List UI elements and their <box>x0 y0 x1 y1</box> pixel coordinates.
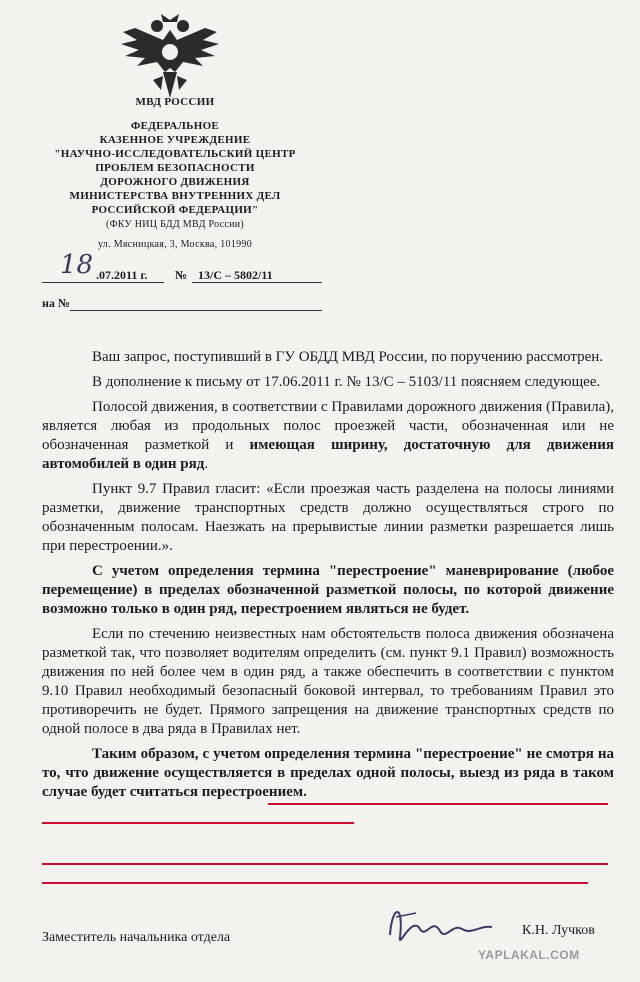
lane-definition-text: Полосой движения, в соответствии с Правилами дорожного движения (Правила), является любая из продольных полос проезжей части, обозначенная или не обозначенная разметкой и <box>42 399 614 453</box>
lane-definition-end: . <box>204 456 209 472</box>
header-line-4: "НАУЧНО-ИССЛЕДОВАТЕЛЬСКИЙ ЦЕНТР <box>54 148 296 160</box>
number-underline <box>192 282 322 283</box>
paragraph-lane-definition <box>42 398 614 474</box>
header-line-8: РОССИЙСКОЙ ФЕДЕРАЦИИ" <box>91 204 259 216</box>
header-line-5: ПРОБЛЕМ БЕЗОПАСНОСТИ <box>95 162 255 174</box>
header-line-1: МВД РОССИИ <box>135 96 215 108</box>
paragraph-addition: В дополнение к письму от 17.06.2011 г. № 13/С – 5103/11 поясняем следующее. <box>92 374 601 390</box>
red-underline-4 <box>42 882 588 884</box>
header-address: ул. Мясницкая, 3, Москва, 101990 <box>97 239 253 250</box>
header-line-7: МИНИСТЕРСТВА ВНУТРЕННИХ ДЕЛ <box>69 190 281 202</box>
header-line-3: КАЗЕННОЕ УЧРЕЖДЕНИЕ <box>99 134 251 146</box>
red-underline-1 <box>268 803 608 805</box>
two-rows-text: Если по стечению неизвестных нам обстоятельств полоса движения обозначена разметкой так, что позволяет водителям определить (см. пункт 9.1 Правил) возможность движения по ней более чем в один ряд, а также обеспечить в соответствии с пунктом 9.10 Правил необходимый безопасный боковой интервал, то требованиям Правил это противоречить не будет. <box>42 626 614 718</box>
outgoing-number: 13/С – 5802/11 <box>198 268 273 282</box>
signatory-title: Заместитель начальника отдела <box>42 930 231 945</box>
paragraph-final-conclusion: Таким образом, с учетом определения термина "перестроение" не смотря на то, что движение осуществляется в пределах одной полосы, выезд из ряда в таком случае будет считаться перестроением. <box>42 746 614 800</box>
paragraph-lane-change-conclusion: С учетом определения термина "перестроение" маневрирование (любое перемещение) в пределах обозначенной разметкой полосы, по которой движение возможно только в один ряд, перестроением являться не будет. <box>42 563 614 617</box>
site-watermark: YAPLAKAL.COM <box>478 948 580 962</box>
header-line-6: ДОРОЖНОГО ДВИЖЕНИЯ <box>100 176 250 188</box>
date-printed: .07.2011 г. <box>96 268 148 282</box>
lane-definition-bold: имеющая ширину, достаточную для движения автомобилей в один ряд <box>42 437 614 472</box>
red-underline-2 <box>42 822 354 824</box>
paragraph-two-rows <box>42 625 614 739</box>
reference-label: на № <box>42 296 70 310</box>
reference-underline <box>70 310 322 311</box>
red-underline-3 <box>42 863 608 865</box>
number-label: № <box>175 268 188 282</box>
handwritten-day: 18 <box>60 250 94 280</box>
letter-body <box>42 348 614 808</box>
eagle-emblem-icon <box>115 10 225 102</box>
header-line-9: (ФКУ НИЦ БДД МВД России) <box>105 219 245 230</box>
two-rows-underlined: Прямого запрещения на движение транспортных средств по одной полосе в два ряда в Правилах нет. <box>42 702 614 737</box>
signatory-name: К.Н. Лучков <box>522 923 595 938</box>
handwritten-signature-icon <box>382 895 502 955</box>
header-line-2: ФЕДЕРАЛЬНОЕ <box>130 120 220 132</box>
paragraph-request: Ваш запрос, поступивший в ГУ ОБДД МВД России, по поручению рассмотрен. <box>92 349 604 365</box>
paragraph-rule-9-7: Пункт 9.7 Правил гласит: «Если проезжая часть разделена на полосы линиями разметки, движение транспортных средств должно осуществляться строго по обозначенным полосам. Наезжать на прерывистые линии разметки разрешается лишь при перестроении.». <box>42 481 614 554</box>
